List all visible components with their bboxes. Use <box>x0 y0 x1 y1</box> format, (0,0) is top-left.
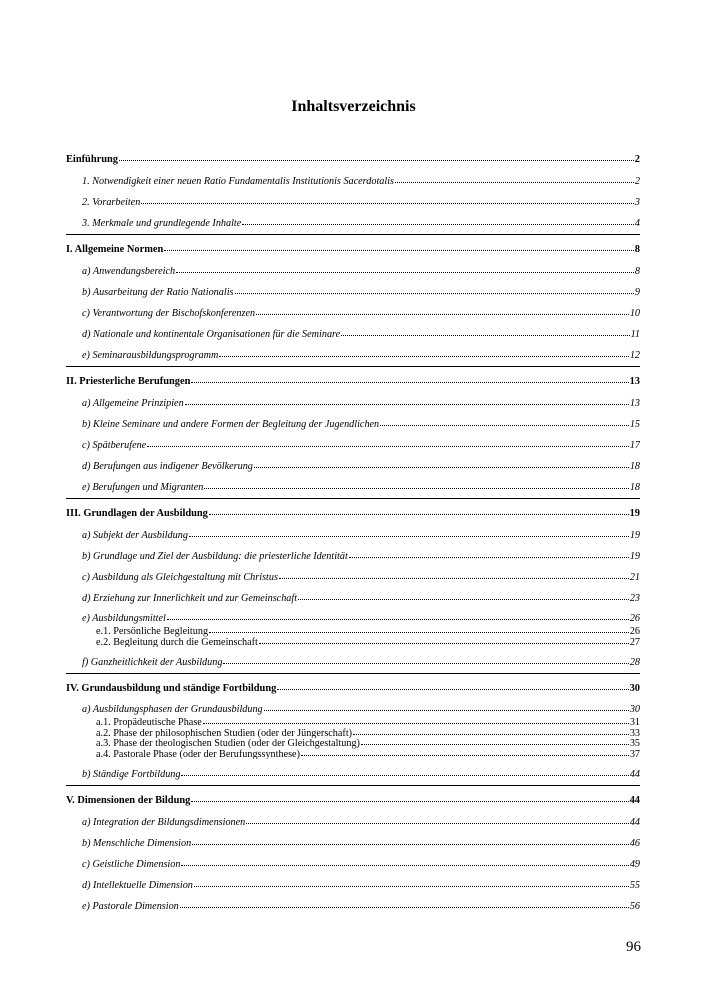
toc-entry-label: d) Erziehung zur Innerlichkeit und zur Gemeinschaft <box>82 593 298 604</box>
toc-entry-label: b) Menschliche Dimension <box>82 838 192 849</box>
toc-entry-page: 4 <box>634 218 640 229</box>
dot-leader <box>395 175 634 183</box>
toc-entry-page: 35 <box>629 738 640 749</box>
toc-entry-page: 28 <box>629 657 640 668</box>
toc-entry[interactable] <box>66 414 640 435</box>
dot-leader <box>191 794 628 802</box>
dot-leader <box>141 196 634 204</box>
toc-entry-page: 26 <box>629 626 640 637</box>
toc-entry-page: 27 <box>629 636 640 647</box>
toc-section <box>66 366 640 498</box>
dot-leader <box>189 529 629 537</box>
toc-entry-page: 56 <box>629 901 640 912</box>
toc-entry[interactable] <box>66 282 640 303</box>
toc-entry-label: e.2. Begleitung durch die Gemeinschaft <box>96 636 258 647</box>
toc-section <box>66 234 640 366</box>
toc-section-heading[interactable] <box>66 149 640 171</box>
toc-section-heading[interactable] <box>66 239 640 261</box>
table-of-contents <box>66 145 640 917</box>
dot-leader <box>279 571 629 579</box>
toc-entry-page: 17 <box>629 440 640 451</box>
toc-entry-label: c) Ausbildung als Gleichgestaltung mit Christus <box>82 572 278 583</box>
toc-entry[interactable] <box>66 567 640 588</box>
toc-entry-page: 2 <box>634 176 640 187</box>
toc-entry-page: 55 <box>629 880 640 891</box>
toc-entry-label: a.2. Phase der philosophischen Studien (oder der Jüngerschaft) <box>96 727 353 738</box>
toc-entry-page: 13 <box>629 376 640 387</box>
toc-entry[interactable] <box>66 764 640 785</box>
toc-entry-page: 18 <box>629 461 640 472</box>
toc-entry-page: 33 <box>629 727 640 738</box>
toc-entry-label: d) Nationale und kontinentale Organisationen für die Seminare <box>82 329 341 340</box>
dot-leader <box>235 286 634 294</box>
toc-subentry[interactable] <box>66 717 640 728</box>
toc-entry-page: 49 <box>629 859 640 870</box>
toc-entry-page: 19 <box>629 508 640 519</box>
toc-entry-label: a) Ausbildungsphasen der Grundausbildung <box>82 704 263 715</box>
toc-entry-page: 23 <box>629 593 640 604</box>
dot-leader <box>209 507 629 515</box>
dot-leader <box>180 900 629 908</box>
dot-leader <box>242 217 634 225</box>
toc-entry[interactable] <box>66 393 640 414</box>
toc-entry-label: Einführung <box>66 154 118 165</box>
dot-leader <box>259 637 629 644</box>
dot-leader <box>254 460 629 468</box>
toc-entry-label: e) Pastorale Dimension <box>82 901 179 912</box>
dot-leader <box>164 243 634 251</box>
toc-entry-label: a.3. Phase der theologischen Studien (oder der Gleichgestaltung) <box>96 738 360 749</box>
toc-entry-label: III. Grundlagen der Ausbildung <box>66 508 208 519</box>
toc-entry-page: 9 <box>634 287 640 298</box>
dot-leader <box>246 816 629 824</box>
toc-entry-label: e) Seminarausbildungsprogramm <box>82 350 219 361</box>
toc-section-heading[interactable] <box>66 678 640 700</box>
toc-section <box>66 785 640 917</box>
dot-leader <box>256 307 629 315</box>
toc-entry-page: 46 <box>629 838 640 849</box>
dot-leader <box>341 328 629 336</box>
dot-leader <box>204 481 628 489</box>
toc-entry-label: IV. Grundausbildung und ständige Fortbildung <box>66 683 277 694</box>
dot-leader <box>349 550 629 558</box>
toc-entry-page: 18 <box>629 482 640 493</box>
toc-section-heading[interactable] <box>66 790 640 812</box>
toc-entry-label: e) Ausbildungsmittel <box>82 613 166 624</box>
toc-entry-page: 12 <box>629 350 640 361</box>
toc-entry-label: V. Dimensionen der Bildung <box>66 795 191 806</box>
toc-entry-page: 26 <box>629 613 640 624</box>
dot-leader <box>194 879 629 887</box>
toc-entry[interactable] <box>66 525 640 546</box>
dot-leader <box>167 612 629 620</box>
toc-entry[interactable] <box>66 324 640 345</box>
toc-entry-label: 2. Vorarbeiten <box>82 197 141 208</box>
dot-leader <box>191 375 628 383</box>
toc-entry-page: 8 <box>634 266 640 277</box>
dot-leader <box>203 717 629 724</box>
toc-entry-label: a.4. Pastorale Phase (oder der Berufungssynthese) <box>96 748 300 759</box>
dot-leader <box>264 703 629 711</box>
toc-entry-page: 37 <box>629 748 640 759</box>
toc-entry[interactable] <box>66 812 640 833</box>
dot-leader <box>301 749 629 756</box>
toc-section <box>66 498 640 673</box>
toc-entry[interactable] <box>66 854 640 875</box>
dot-leader <box>192 837 629 845</box>
toc-entry[interactable] <box>66 303 640 324</box>
toc-entry[interactable] <box>66 213 640 234</box>
toc-entry[interactable] <box>66 833 640 854</box>
toc-section <box>66 149 640 234</box>
dot-leader <box>176 265 634 273</box>
toc-entry-label: d) Intellektuelle Dimension <box>82 880 193 891</box>
toc-entry[interactable] <box>66 477 640 498</box>
toc-entry[interactable] <box>66 652 640 673</box>
toc-entry-page: 11 <box>630 329 640 340</box>
dot-leader <box>119 153 634 161</box>
toc-entry-page: 19 <box>629 551 640 562</box>
toc-entry-page: 10 <box>629 308 640 319</box>
toc-entry-label: II. Priesterliche Berufungen <box>66 376 191 387</box>
dot-leader <box>361 738 629 745</box>
toc-entry[interactable] <box>66 171 640 192</box>
toc-entry-page: 21 <box>629 572 640 583</box>
toc-entry[interactable] <box>66 588 640 609</box>
toc-entry-page: 15 <box>629 419 640 430</box>
toc-entry-label: a) Anwendungsbereich <box>82 266 176 277</box>
toc-entry-label: I. Allgemeine Normen <box>66 244 164 255</box>
dot-leader <box>277 682 628 690</box>
toc-section-heading[interactable] <box>66 503 640 525</box>
toc-entry-label: 3. Merkmale und grundlegende Inhalte <box>82 218 242 229</box>
toc-entry-label: f) Ganzheitlichkeit der Ausbildung <box>82 657 223 668</box>
toc-entry-label: e) Berufungen und Migranten <box>82 482 204 493</box>
toc-entry-label: b) Ausarbeitung der Ratio Nationalis <box>82 287 234 298</box>
toc-entry-label: a) Allgemeine Prinzipien <box>82 398 184 409</box>
toc-entry[interactable] <box>66 875 640 896</box>
toc-entry-page: 19 <box>629 530 640 541</box>
toc-subentry[interactable] <box>66 637 640 648</box>
toc-entry-label: a) Subjekt der Ausbildung <box>82 530 188 541</box>
toc-entry-page: 8 <box>634 244 640 255</box>
toc-entry-label: b) Kleine Seminare und andere Formen der Begleitung der Jugendlichen <box>82 419 380 430</box>
dot-leader <box>185 397 629 405</box>
dot-leader <box>380 418 629 426</box>
dot-leader <box>181 768 628 776</box>
toc-section-heading[interactable] <box>66 371 640 393</box>
toc-subentry[interactable] <box>66 626 640 637</box>
toc-entry-label: c) Verantwortung der Bischofskonferenzen <box>82 308 256 319</box>
toc-entry-label: b) Grundlage und Ziel der Ausbildung: die priesterliche Identität <box>82 551 348 562</box>
dot-leader <box>353 728 629 735</box>
toc-entry-label: e.1. Persönliche Begleitung <box>96 626 209 637</box>
toc-entry-page: 3 <box>634 197 640 208</box>
toc-entry-label: 1. Notwendigkeit einer neuen Ratio Fundamentalis Institutionis Sacerdotalis <box>82 176 395 187</box>
toc-section <box>66 673 640 785</box>
toc-entry-page: 31 <box>629 717 640 728</box>
toc-entry-label: b) Ständige Fortbildung <box>82 769 181 780</box>
toc-entry-page: 13 <box>629 398 640 409</box>
dot-leader <box>219 349 629 357</box>
dot-leader <box>209 626 629 633</box>
toc-entry[interactable] <box>66 612 640 626</box>
toc-entry[interactable] <box>66 703 640 717</box>
toc-entry[interactable] <box>66 896 640 917</box>
toc-entry-label: c) Spätberufene <box>82 440 147 451</box>
dot-leader <box>223 656 628 664</box>
dot-leader <box>147 439 629 447</box>
toc-entry[interactable] <box>66 456 640 477</box>
dot-leader <box>181 858 628 866</box>
toc-entry[interactable] <box>66 261 640 282</box>
toc-entry[interactable] <box>66 345 640 366</box>
page-title: Inhaltsverzeichnis <box>291 98 416 115</box>
toc-entry[interactable] <box>66 435 640 456</box>
toc-entry[interactable] <box>66 192 640 213</box>
toc-entry[interactable] <box>66 546 640 567</box>
toc-entry-page: 2 <box>634 154 640 165</box>
toc-entry-page: 30 <box>629 704 640 715</box>
toc-subentry[interactable] <box>66 738 640 749</box>
dot-leader <box>298 592 629 600</box>
toc-entry-page: 44 <box>629 817 640 828</box>
toc-subentry[interactable] <box>66 728 640 739</box>
page-number: 96 <box>626 939 641 955</box>
toc-entry-label: d) Berufungen aus indigener Bevölkerung <box>82 461 253 472</box>
toc-entry-page: 44 <box>629 795 640 806</box>
toc-entry-label: a.1. Propädeutische Phase <box>96 717 202 728</box>
toc-entry-label: c) Geistliche Dimension <box>82 859 181 870</box>
toc-entry-page: 30 <box>629 683 640 694</box>
toc-entry-page: 44 <box>629 769 640 780</box>
toc-entry-label: a) Integration der Bildungsdimensionen <box>82 817 246 828</box>
toc-subentry[interactable] <box>66 749 640 760</box>
